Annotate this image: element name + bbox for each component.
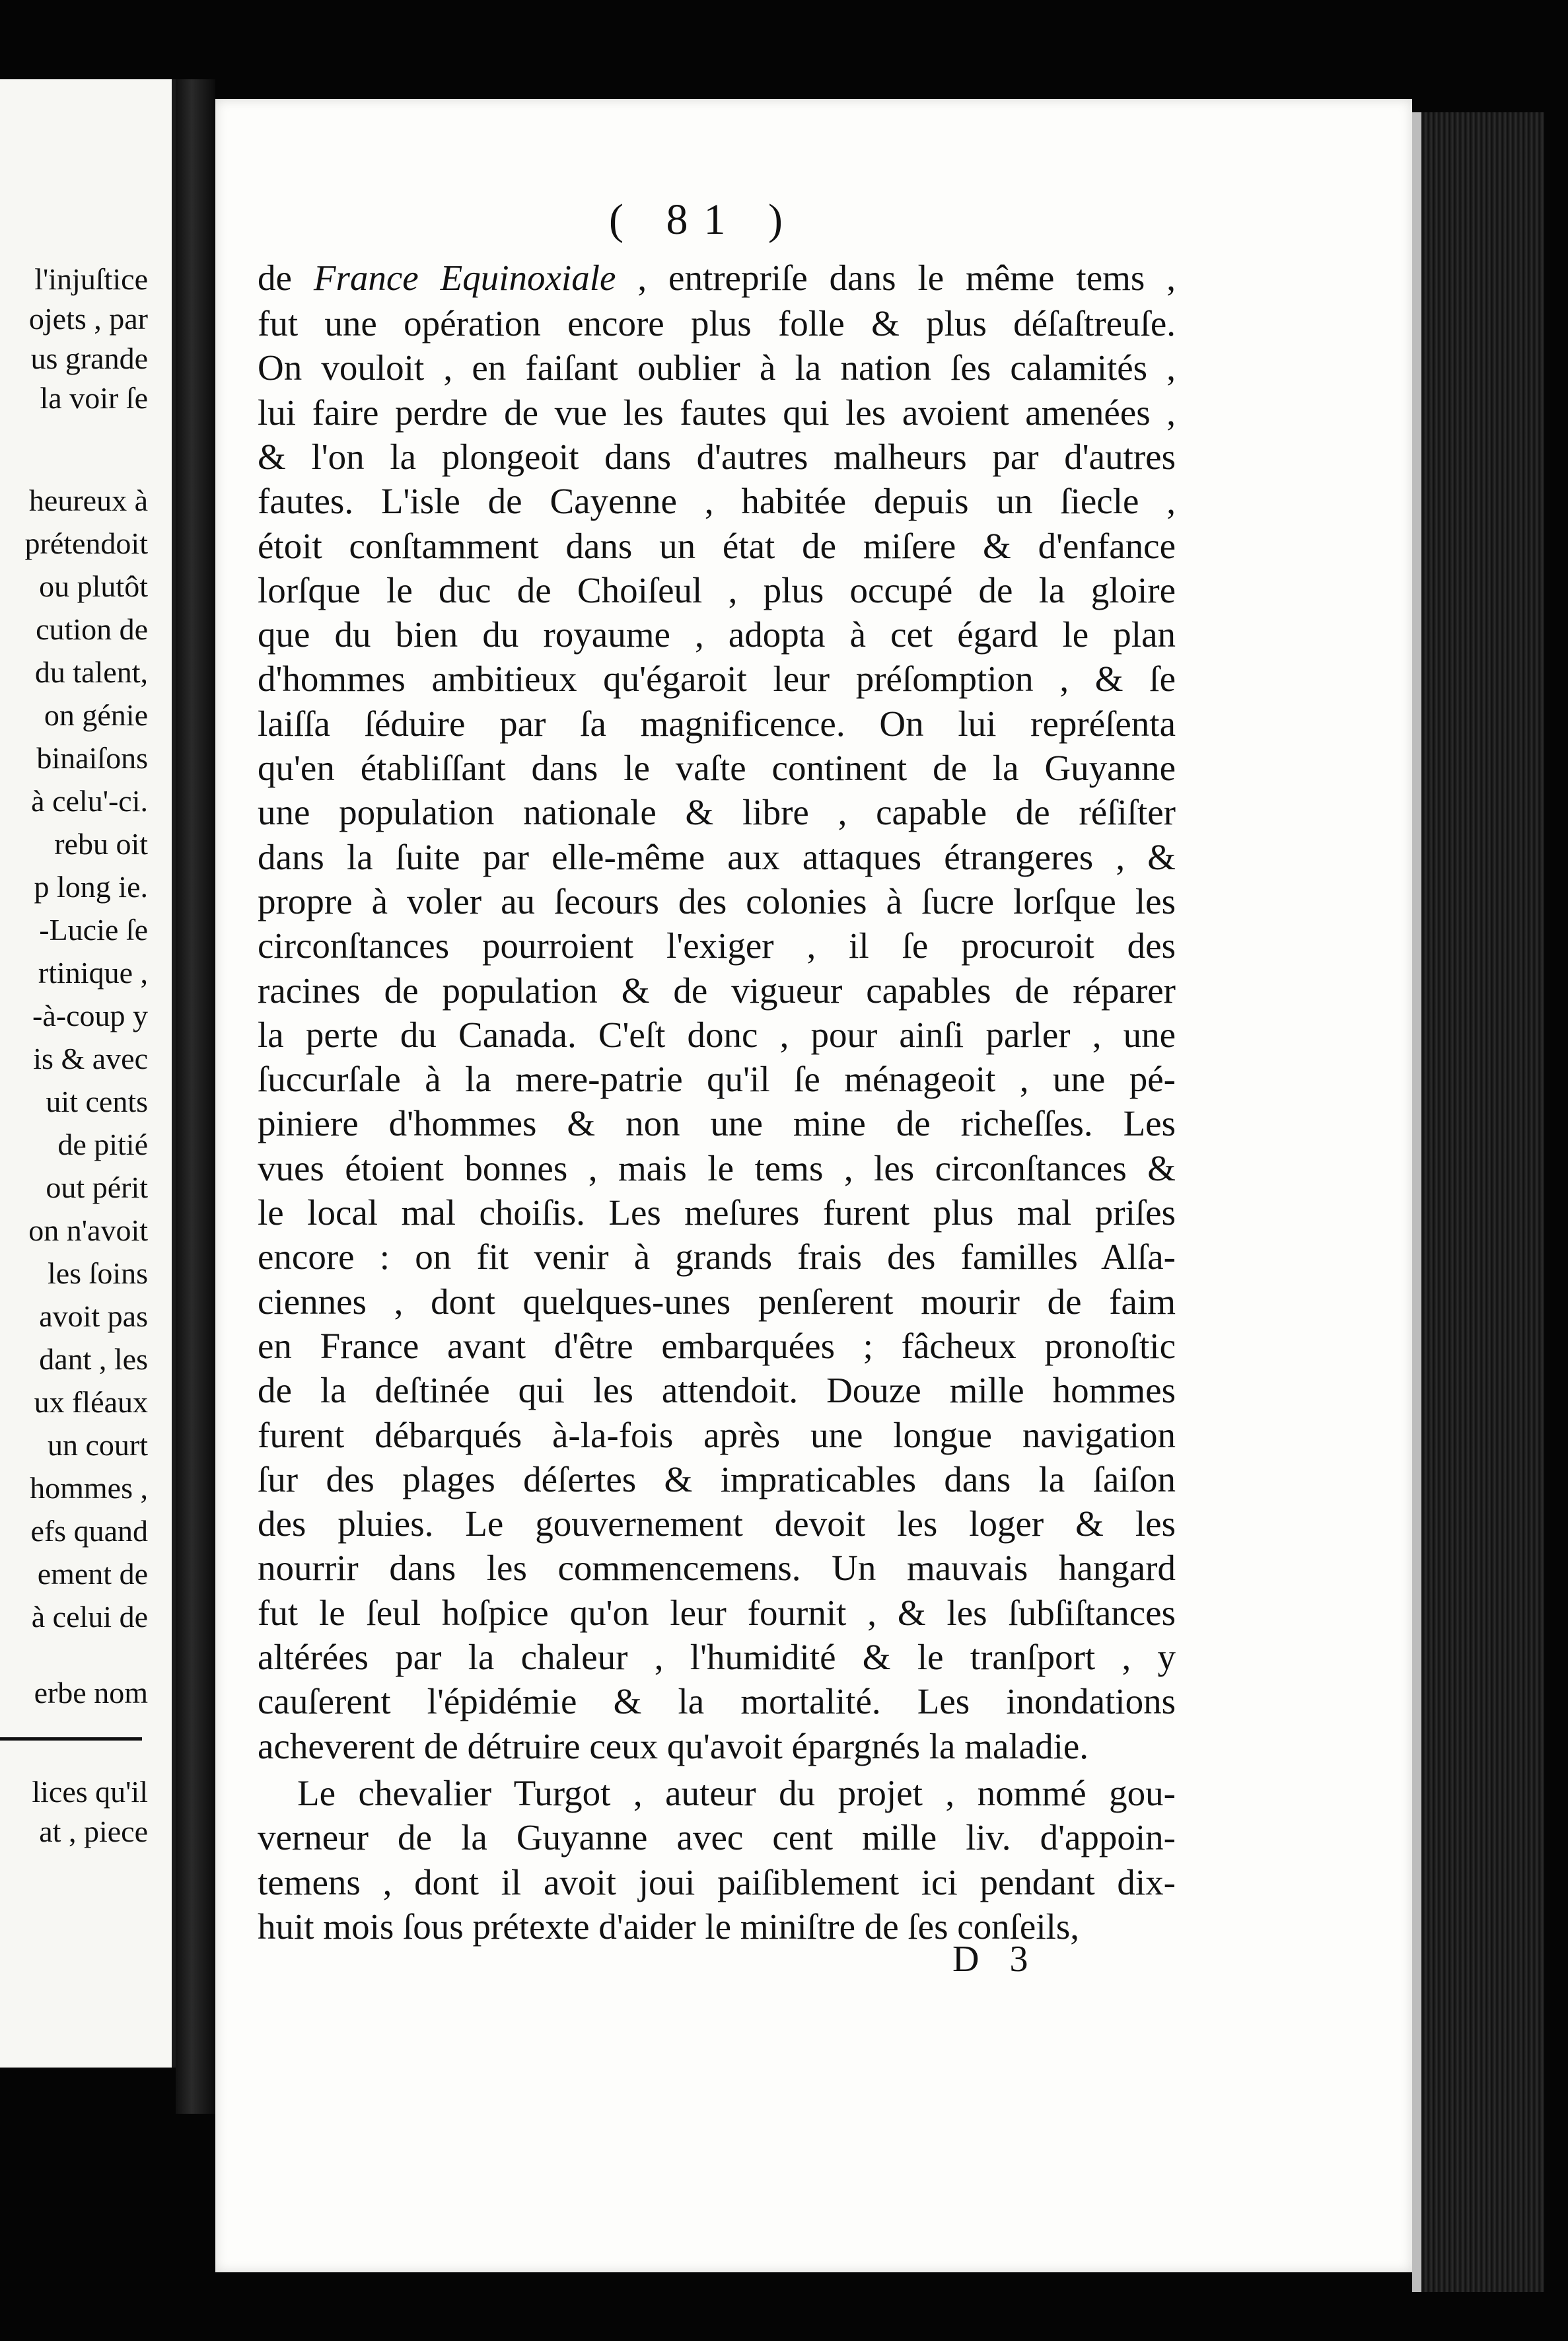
text-line: de la deſtinée qui les attendoit. Douze mille hommes — [258, 1370, 1176, 1410]
text-line: verneur de la Guyanne avec cent mille liv. d'appoin- — [258, 1817, 1176, 1857]
previous-page-line: avoit pas — [39, 1299, 148, 1333]
text-line: lui faire perdre de vue les fautes qui les avoient amenées , — [258, 392, 1176, 433]
previous-page-line: la voir ſe — [40, 381, 148, 415]
previous-page-line: out périt — [46, 1170, 148, 1204]
text-line: propre à voler au ſecours des colonies à ſucre lorſque les — [258, 881, 1176, 921]
previous-page-line: hommes , — [30, 1471, 148, 1505]
text-line: ciennes , dont quelques-unes penſerent mourir de faim — [258, 1281, 1176, 1322]
text-line: ſuccurſale à la mere-patrie qu'il ſe ménageoit , une pé- — [258, 1059, 1176, 1099]
text-line — [258, 260, 1176, 296]
text-line: une population nationale & libre , capable de réſiſter — [258, 792, 1176, 832]
text-prefix: de — [258, 258, 314, 298]
previous-page-line: uit cents — [46, 1085, 148, 1118]
text-line: Le chevalier Turgot , auteur du projet , nommé gou- — [297, 1773, 1176, 1813]
previous-page-line: l'injuſtice — [34, 262, 148, 296]
book-gutter — [176, 79, 215, 2114]
previous-page-line: ux fléaux — [34, 1385, 148, 1419]
text-line: vues étoient bonnes , mais le tems , les circonſtances & — [258, 1148, 1176, 1188]
text-line: acheverent de détruire ceux qu'avoit épargnés la maladie. — [258, 1726, 1089, 1766]
previous-page-line: un court — [47, 1428, 148, 1462]
text-line: On vouloit , en faiſant oublier à la nation ſes calamités , — [258, 347, 1176, 388]
previous-page-line: at , piece — [39, 1815, 148, 1848]
previous-page-line: heureux à — [28, 484, 148, 517]
text-line: qu'en établiſſant dans le vaſte continent de la Guyanne — [258, 748, 1176, 788]
previous-page-line: us grande — [30, 342, 148, 375]
page-edges — [1412, 112, 1544, 2292]
text-rest: , entrepriſe dans le même tems , — [616, 258, 1176, 298]
previous-page-line: -Lucie ſe — [39, 913, 148, 947]
previous-page-line: rtinique , — [38, 956, 148, 990]
text-line: altérées par la chaleur , l'humidité & le tranſport , y — [258, 1637, 1176, 1677]
previous-page-line: dant , les — [39, 1342, 148, 1376]
page-number: ( 81 ) — [609, 196, 799, 244]
previous-page-line: cution de — [36, 612, 148, 646]
text-line: la perte du Canada. C'eſt donc , pour ainſi parler , une — [258, 1015, 1176, 1055]
text-line: laiſſa ſéduire par ſa magnificence. On lui repréſenta — [258, 703, 1176, 744]
page-edge-highlight — [1412, 112, 1421, 2292]
text-line: fut le ſeul hoſpice qu'on leur fournit , & les ſubſiſtances — [258, 1593, 1176, 1633]
previous-page-line: ou plutôt — [39, 569, 148, 603]
previous-page-line: lices qu'il — [32, 1775, 148, 1809]
previous-page-line: à celu'-ci. — [31, 784, 148, 818]
text-line: furent débarqués à-la-fois après une longue navigation — [258, 1415, 1176, 1455]
previous-page-line: erbe nom — [34, 1676, 148, 1710]
text-line: le local mal choiſis. Les meſures furent plus mal priſes — [258, 1192, 1176, 1233]
previous-page-line: ojets , par — [28, 302, 148, 336]
previous-page-line: on génie — [44, 698, 148, 732]
previous-page-line: de pitié — [57, 1128, 148, 1161]
previous-page-line: -à-coup y — [32, 999, 148, 1032]
text-line: fautes. L'isle de Cayenne , habitée depuis un ſiecle , — [258, 481, 1176, 521]
previous-page-line: à celui de — [31, 1600, 148, 1634]
previous-page-line: prétendoit — [24, 526, 148, 560]
previous-page-line: is & avec — [33, 1042, 148, 1075]
previous-page-line: du talent, — [34, 655, 148, 689]
previous-page-line: rebu oit — [54, 827, 148, 861]
text-line: des pluies. Le gouvernement devoit les loger & les — [258, 1503, 1176, 1544]
text-line: & l'on la plongeoit dans d'autres malheurs par d'autres — [258, 437, 1176, 477]
italic-place-name: France Equinoxiale — [313, 258, 616, 298]
text-line: d'hommes ambitieux qu'égaroit leur préſomption , & ſe — [258, 659, 1176, 699]
text-line: piniere d'hommes & non une mine de richeſſes. Les — [258, 1103, 1176, 1143]
text-line: fut une opération encore plus folle & plus déſaſtreuſe. — [258, 303, 1176, 343]
previous-page-line: ement de — [37, 1557, 148, 1591]
text-line: racines de population & de vigueur capables de réparer — [258, 970, 1176, 1011]
text-line: étoit conſtamment dans un état de miſere & d'enfance — [258, 526, 1176, 566]
text-line: que du bien du royaume , adopta à cet égard le plan — [258, 614, 1176, 655]
text-line: encore : on fit venir à grands frais des familles Alſa- — [258, 1237, 1176, 1277]
text-line: circonſtances pourroient l'exiger , il ſe procuroit des — [258, 925, 1176, 966]
footnote-rule — [0, 1737, 142, 1741]
previous-page-fragment — [0, 79, 176, 2068]
signature-mark: D 3 — [952, 1939, 1039, 1980]
text-line: temens , dont il avoit joui paiſiblement ici pendant dix- — [258, 1862, 1176, 1902]
text-line: huit mois ſous prétexte d'aider le miniſtre de ſes conſeils, — [258, 1906, 1080, 1947]
previous-page-line: efs quand — [30, 1514, 148, 1548]
previous-page-line: p long ie. — [34, 870, 148, 904]
text-line: ſur des plages déſertes & impraticables dans la ſaiſon — [258, 1459, 1176, 1499]
text-line: lorſque le duc de Choiſeul , plus occupé de la gloire — [258, 570, 1176, 610]
previous-page-line: les ſoins — [47, 1256, 148, 1290]
previous-page-line: on n'avoit — [28, 1213, 148, 1247]
text-line: dans la ſuite par elle-même aux attaques étrangeres , & — [258, 837, 1176, 877]
text-line: en France avant d'être embarquées ; fâcheux pronoſtic — [258, 1326, 1176, 1366]
previous-page-line: binaiſons — [36, 741, 148, 775]
text-line: cauſerent l'épidémie & la mortalité. Les inondations — [258, 1681, 1176, 1721]
text-line: nourrir dans les commencemens. Un mauvais hangard — [258, 1548, 1176, 1588]
